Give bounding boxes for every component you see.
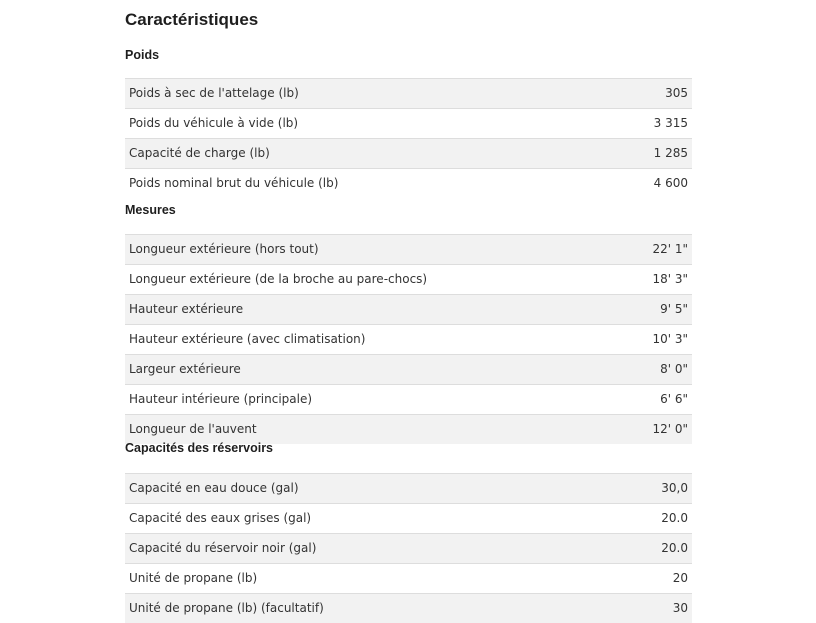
spec-label: Unité de propane (lb) (facultatif) (125, 594, 614, 623)
spec-table-poids (125, 78, 692, 198)
spec-value: 4 600 (604, 169, 692, 199)
spec-value: 22' 1" (625, 235, 692, 265)
spec-value: 1 285 (604, 139, 692, 169)
section-title-mesures: Mesures (125, 202, 176, 218)
table-row (125, 474, 692, 504)
spec-label: Capacité de charge (lb) (125, 139, 604, 169)
spec-value: 305 (604, 79, 692, 109)
spec-label: Longueur de l'auvent (125, 415, 625, 445)
spec-value: 20.0 (614, 534, 692, 564)
table-row (125, 295, 692, 325)
spec-value: 6' 6" (625, 385, 692, 415)
table-row (125, 594, 692, 623)
spec-label: Capacité en eau douce (gal) (125, 474, 614, 504)
spec-value: 20 (614, 564, 692, 594)
table-row (125, 534, 692, 564)
spec-value: 8' 0" (625, 355, 692, 385)
table-row (125, 265, 692, 295)
spec-label: Poids nominal brut du véhicule (lb) (125, 169, 604, 199)
spec-label: Hauteur extérieure (125, 295, 625, 325)
spec-label: Capacité du réservoir noir (gal) (125, 534, 614, 564)
spec-table-mesures (125, 234, 692, 444)
spec-value: 18' 3" (625, 265, 692, 295)
spec-label: Longueur extérieure (de la broche au pare-chocs) (125, 265, 625, 295)
spec-label: Capacité des eaux grises (gal) (125, 504, 614, 534)
spec-value: 9' 5" (625, 295, 692, 325)
spec-table-reservoirs (125, 473, 692, 623)
table-row (125, 325, 692, 355)
spec-value: 3 315 (604, 109, 692, 139)
spec-value: 30,0 (614, 474, 692, 504)
spec-value: 30 (614, 594, 692, 623)
table-row (125, 79, 692, 109)
spec-label: Longueur extérieure (hors tout) (125, 235, 625, 265)
spec-label: Hauteur extérieure (avec climatisation) (125, 325, 625, 355)
spec-label: Hauteur intérieure (principale) (125, 385, 625, 415)
spec-label: Unité de propane (lb) (125, 564, 614, 594)
spec-label: Largeur extérieure (125, 355, 625, 385)
table-row (125, 385, 692, 415)
page-title: Caractéristiques (125, 8, 258, 32)
spec-label: Poids à sec de l'attelage (lb) (125, 79, 604, 109)
section-title-poids: Poids (125, 47, 159, 63)
table-row (125, 169, 692, 199)
spec-value: 12' 0" (625, 415, 692, 445)
spec-value: 10' 3" (625, 325, 692, 355)
spec-label: Poids du véhicule à vide (lb) (125, 109, 604, 139)
table-row (125, 109, 692, 139)
table-row (125, 235, 692, 265)
table-row (125, 504, 692, 534)
table-row (125, 564, 692, 594)
table-row (125, 139, 692, 169)
spec-value: 20.0 (614, 504, 692, 534)
section-title-reservoirs: Capacités des réservoirs (125, 440, 273, 456)
table-row (125, 355, 692, 385)
